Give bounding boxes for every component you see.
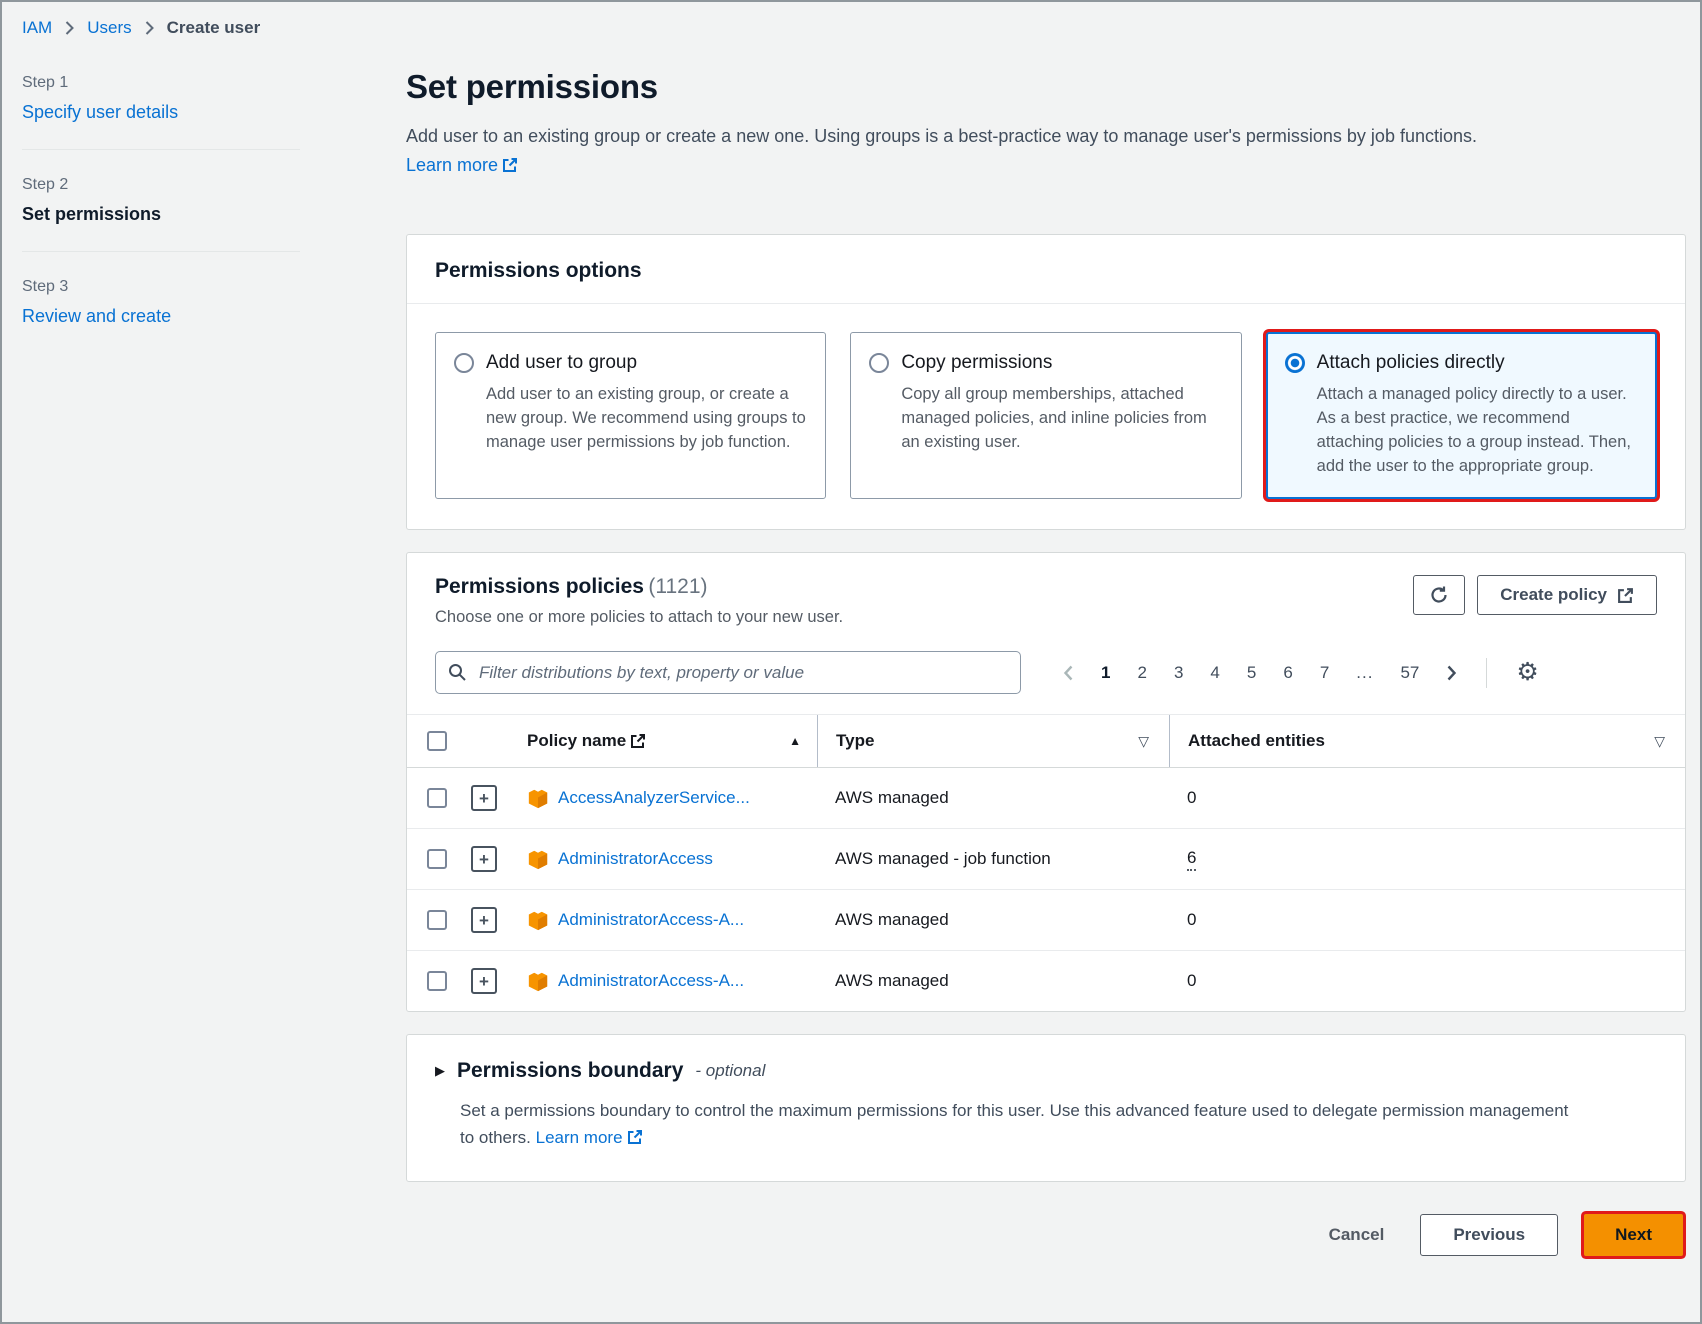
expand-column-header [471, 725, 527, 757]
external-link-icon [1617, 587, 1634, 604]
permissions-options-title: Permissions options [435, 259, 642, 282]
pagination [1063, 658, 1657, 688]
page-number[interactable]: 1 [1101, 662, 1111, 682]
breadcrumb-users[interactable]: Users [87, 18, 132, 37]
cancel-button[interactable]: Cancel [1328, 1225, 1385, 1244]
column-header-attached-entities[interactable]: Attached entities ▽ [1169, 715, 1685, 767]
refresh-button[interactable] [1413, 575, 1465, 615]
chevron-right-icon [144, 20, 155, 36]
permissions-boundary-description [460, 1097, 1570, 1151]
create-policy-button[interactable] [1477, 575, 1657, 615]
filter-dropdown-icon[interactable]: ▽ [1654, 732, 1665, 749]
breadcrumb-current: Create user [166, 18, 261, 37]
column-header-policy-name[interactable]: Policy name ▲ [527, 731, 801, 750]
sort-ascending-icon[interactable]: ▲ [789, 734, 801, 748]
page-number[interactable]: 6 [1283, 662, 1293, 682]
table-header-row [407, 714, 1685, 768]
page-number[interactable]: 3 [1173, 662, 1184, 682]
page-description-text: Add user to an existing group or create a new one. Using groups is a best-practice way to manage user's permissions by job functions. [406, 126, 1477, 146]
option-card-description: Copy all group memberships, attached managed policies, and inline policies from an existing user. [901, 385, 1207, 451]
previous-page-icon[interactable] [1063, 664, 1074, 682]
policy-type: AWS managed - job function [835, 849, 1051, 868]
policy-name-link[interactable]: AdministratorAccess-A... [558, 910, 745, 929]
table-row [407, 828, 1685, 889]
divider [22, 251, 300, 252]
permissions-options-header [407, 235, 1685, 304]
filter-input[interactable] [477, 662, 1008, 684]
policy-type: AWS managed [835, 788, 949, 807]
refresh-icon [1429, 585, 1449, 605]
radio-selected-icon[interactable] [1285, 353, 1305, 373]
table-row [407, 889, 1685, 950]
page-number[interactable]: 57 [1400, 662, 1420, 682]
page-description [406, 122, 1591, 180]
permissions-options-panel [406, 234, 1686, 530]
next-button[interactable]: Next [1584, 1214, 1683, 1256]
page-number[interactable]: 5 [1246, 662, 1257, 682]
expand-row-icon[interactable]: + [471, 785, 497, 811]
filter-input-wrapper [435, 651, 1021, 694]
row-checkbox[interactable] [427, 910, 447, 930]
permissions-boundary-title: Permissions boundary [457, 1059, 684, 1082]
policies-count: (1121) [648, 575, 708, 598]
sidebar-step-specify-user-details[interactable]: Specify user details [22, 102, 179, 122]
create-policy-label: Create policy [1500, 585, 1607, 604]
attached-entities-count: 0 [1187, 910, 1197, 929]
policy-name-link[interactable]: AdministratorAccess-A... [558, 971, 745, 990]
option-card-add-user-to-group[interactable] [435, 332, 826, 499]
expand-row-icon[interactable]: + [471, 846, 497, 872]
breadcrumb [2, 2, 1700, 38]
divider [1486, 658, 1487, 688]
option-card-title: Add user to group [486, 352, 638, 373]
step-3-number: Step 3 [22, 278, 69, 295]
permissions-policies-panel [406, 552, 1686, 1012]
option-card-title: Copy permissions [901, 352, 1053, 373]
expand-row-icon[interactable]: + [471, 968, 497, 994]
select-all-checkbox[interactable] [427, 731, 447, 751]
previous-button[interactable]: Previous [1420, 1214, 1558, 1256]
option-card-title: Attach policies directly [1316, 352, 1505, 373]
policy-name-link[interactable]: AccessAnalyzerService... [558, 788, 750, 807]
attached-entities-count: 0 [1187, 971, 1197, 990]
page-number[interactable]: 7 [1319, 662, 1330, 682]
permissions-options-cards [407, 304, 1685, 529]
next-page-icon[interactable] [1446, 664, 1457, 682]
row-checkbox[interactable] [427, 971, 447, 991]
policies-table [407, 714, 1685, 1011]
page-number[interactable]: 4 [1210, 662, 1220, 682]
option-card-attach-policies-directly[interactable] [1266, 332, 1657, 499]
option-card-description: Add user to an existing group, or create a new group. We recommend using groups to manage user permissions by job function. [486, 385, 806, 451]
table-row [407, 768, 1685, 828]
breadcrumb-iam[interactable]: IAM [22, 18, 53, 37]
policy-type: AWS managed [835, 971, 949, 990]
settings-gear-icon[interactable]: ⚙ [1516, 658, 1539, 686]
sidebar-step-review-and-create[interactable]: Review and create [22, 306, 172, 326]
page-number[interactable]: 2 [1137, 662, 1147, 682]
policies-subtitle: Choose one or more policies to attach to your new user. [435, 608, 844, 626]
attached-entities-count-link[interactable]: 6 [1187, 848, 1196, 871]
external-link-icon [627, 1129, 643, 1145]
wizard-footer [406, 1214, 1686, 1266]
policy-cube-icon [527, 909, 549, 931]
option-card-description: Attach a managed policy directly to a user. As a best practice, we recommend attaching policies to a group instead. Then, add the user to the appropriate group. [1316, 385, 1631, 475]
filter-dropdown-icon[interactable]: ▽ [1138, 732, 1149, 749]
optional-label: - optional [695, 1061, 766, 1080]
chevron-right-icon [64, 20, 75, 36]
learn-more-link[interactable]: Learn more [536, 1128, 643, 1147]
step-2-number: Step 2 [22, 176, 69, 193]
policy-cube-icon [527, 970, 549, 992]
radio-unselected-icon[interactable] [454, 353, 474, 373]
main-content [406, 68, 1686, 1266]
wizard-steps-sidebar [22, 74, 300, 327]
external-link-icon [630, 733, 646, 749]
policy-type: AWS managed [835, 910, 949, 929]
column-header-type[interactable]: Type ▽ [817, 715, 1169, 767]
learn-more-link[interactable]: Learn more [406, 155, 518, 175]
step-1-number: Step 1 [22, 74, 69, 91]
row-checkbox[interactable] [427, 788, 447, 808]
permissions-boundary-description-text: Set a permissions boundary to control the maximum permissions for this user. Use this advanced feature used to delegate permission management to others. [460, 1101, 1569, 1147]
expand-row-icon[interactable]: + [471, 907, 497, 933]
sidebar-step-set-permissions: Set permissions [22, 204, 162, 224]
permissions-boundary-expander[interactable] [435, 1059, 1657, 1083]
row-checkbox[interactable] [427, 849, 447, 869]
external-link-icon [502, 157, 518, 173]
option-card-copy-permissions[interactable] [850, 332, 1241, 499]
policy-cube-icon [527, 848, 549, 870]
page-ellipsis: ... [1356, 662, 1374, 682]
attached-entities-count: 0 [1187, 788, 1197, 807]
radio-unselected-icon[interactable] [869, 353, 889, 373]
page-title: Set permissions [406, 68, 658, 105]
table-row [407, 950, 1685, 1011]
search-icon [448, 663, 467, 682]
policy-name-link[interactable]: AdministratorAccess [558, 849, 713, 868]
permissions-policies-title: Permissions policies [435, 575, 644, 598]
expander-triangle-icon: ▶ [435, 1063, 445, 1078]
policy-cube-icon [527, 787, 549, 809]
divider [22, 149, 300, 150]
permissions-boundary-panel [406, 1034, 1686, 1182]
